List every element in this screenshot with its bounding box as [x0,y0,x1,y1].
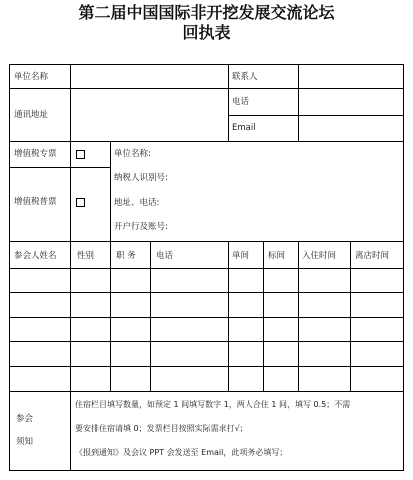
col-divider [110,141,111,241]
row-divider [9,341,404,342]
col-header-gender: 性别 [77,251,95,261]
row-divider [9,141,404,142]
label-address: 通讯地址 [14,110,49,120]
label-unit-name: 单位名称 [14,72,49,82]
col-header-checkin: 入住时间 [302,251,337,261]
row-divider [9,88,404,89]
col-divider [263,241,264,391]
col-divider [228,241,229,391]
col-divider [298,241,299,391]
vat-special-checkbox[interactable] [76,150,85,159]
label-invoice-unit-name: 单位名称: [114,149,151,159]
vat-normal-checkbox[interactable] [76,198,85,207]
notes-line-2: 要安排住宿请填 0；发票栏目按照实际需求打√； [75,424,248,433]
label-address-phone: 地址、电话: [114,198,160,208]
label-vat-normal: 增值税普票 [14,197,57,207]
label-phone: 电话 [232,97,250,107]
col-header-phone: 电话 [156,251,174,261]
page-title: 第二届中国国际非开挖发展交流论坛 [78,3,335,22]
col-header-standard-room: 标间 [268,251,286,261]
col-header-name: 参会人姓名 [14,251,57,261]
notes-label-1: 参会 [16,414,34,424]
label-email: Email [232,123,256,133]
table-border-right [403,64,404,471]
notes-line-3: 《报到通知》及会议 PPT 会发送至 Email，此项务必填写； [75,448,288,457]
col-header-position: 职 务 [116,251,136,261]
col-divider [70,141,71,241]
table-border-left [9,64,10,471]
label-vat-special: 增值税专票 [14,149,57,159]
col-divider [70,241,71,391]
row-divider [9,391,404,392]
row-divider [9,268,404,269]
notes-line-1: 住宿栏目填写数量，如预定 1 间填写数字 1，两人合住 1 间，填写 0.5；不需 [75,400,351,409]
row-divider [9,317,404,318]
table-border-bottom [9,470,404,471]
notes-label-2: 须知 [16,437,34,447]
row-divider [9,366,404,367]
label-taxpayer-id: 纳税人识别号: [114,173,168,183]
row-divider [9,241,404,242]
page-subtitle: 回执表 [182,23,231,42]
table-border-top [9,64,404,65]
col-divider [350,241,351,391]
label-bank-account: 开户行及账号: [114,222,168,232]
col-divider [110,241,111,391]
col-divider [298,64,299,141]
col-divider [70,391,71,471]
col-header-checkout: 离店时间 [355,251,390,261]
row-divider [228,115,404,116]
row-divider [9,292,404,293]
col-divider [70,64,71,141]
col-divider [228,64,229,141]
col-header-single-room: 单间 [232,251,250,261]
label-contact: 联系人 [232,72,258,82]
col-divider [150,241,151,391]
row-divider [9,167,110,168]
